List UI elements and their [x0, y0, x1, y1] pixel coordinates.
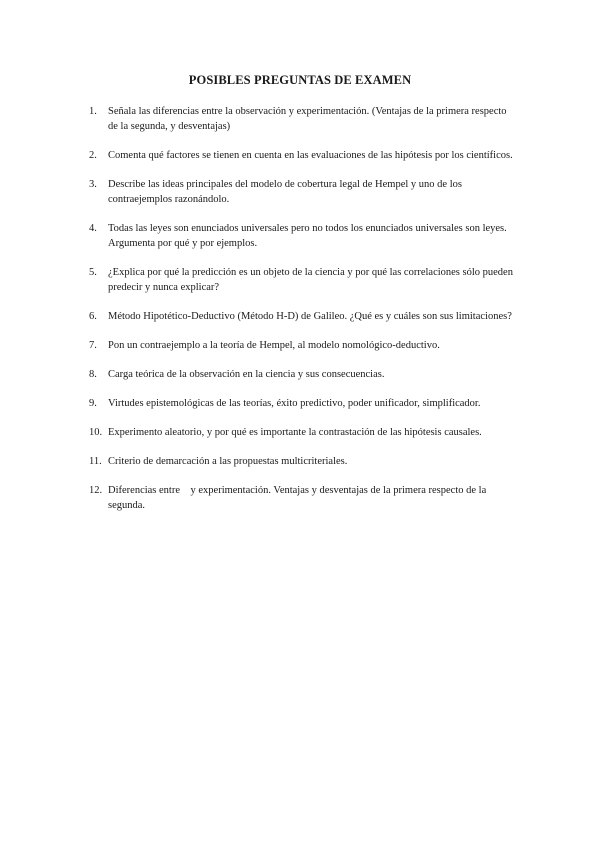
question-number: 7. [89, 340, 97, 351]
question-text: Describe las ideas principales del modelo de cobertura legal de Hempel y uno de los contraejemplos razonándolo. [108, 179, 465, 205]
list-item [89, 454, 519, 469]
question-number: 3. [89, 179, 97, 190]
question-text: Diferencias entre y experimentación. Ventajas y desventajas de la primera respecto de la segunda. [108, 485, 489, 511]
question-text: Todas las leyes son enunciados universales pero no todos los enunciados universales son leyes. Argumenta por qué y por ejemplos. [108, 223, 509, 249]
list-item [89, 396, 519, 411]
question-text: ¿Explica por qué la predicción es un objeto de la ciencia y por qué las correlaciones sólo pueden predecir y nunca explicar? [108, 267, 516, 293]
questions-list [89, 104, 519, 527]
question-number: 6. [89, 311, 97, 322]
question-number: 9. [89, 398, 97, 409]
list-item [89, 148, 519, 163]
question-text: Pon un contraejemplo a la teoría de Hempel, al modelo nomológico-deductivo. [108, 340, 440, 351]
list-item [89, 265, 519, 295]
list-item [89, 425, 519, 440]
list-item [89, 338, 519, 353]
question-number: 1. [89, 106, 97, 117]
list-item [89, 483, 519, 513]
list-item [89, 221, 519, 251]
list-item [89, 177, 519, 207]
question-number: 12. [89, 485, 103, 496]
question-text: Método Hipotético-Deductivo (Método H-D) de Galileo. ¿Qué es y cuáles son sus limitaciones? [108, 311, 512, 322]
list-item [89, 309, 519, 324]
question-number: 2. [89, 150, 97, 161]
page-title: POSIBLES PREGUNTAS DE EXAMEN [188, 73, 412, 87]
question-text: Virtudes epistemológicas de las teorías, éxito predictivo, poder unificador, simplificador. [108, 398, 481, 409]
question-number: 4. [89, 223, 97, 234]
question-number: 10. [89, 427, 103, 438]
question-text: Experimento aleatorio, y por qué es importante la contrastación de las hipótesis causales. [108, 427, 482, 438]
question-text: Señala las diferencias entre la observación y experimentación. (Ventajas de la primera respecto de la segunda, y desventajas) [108, 106, 510, 132]
list-item [89, 104, 519, 134]
question-text: Carga teórica de la observación en la ciencia y sus consecuencias. [108, 369, 385, 380]
question-number: 8. [89, 369, 97, 380]
question-number: 11. [89, 456, 102, 467]
question-number: 5. [89, 267, 97, 278]
question-text: Criterio de demarcación a las propuestas multicriteriales. [108, 456, 348, 467]
question-text: Comenta qué factores se tienen en cuenta en las evaluaciones de las hipótesis por los científicos. [108, 150, 513, 161]
list-item [89, 367, 519, 382]
